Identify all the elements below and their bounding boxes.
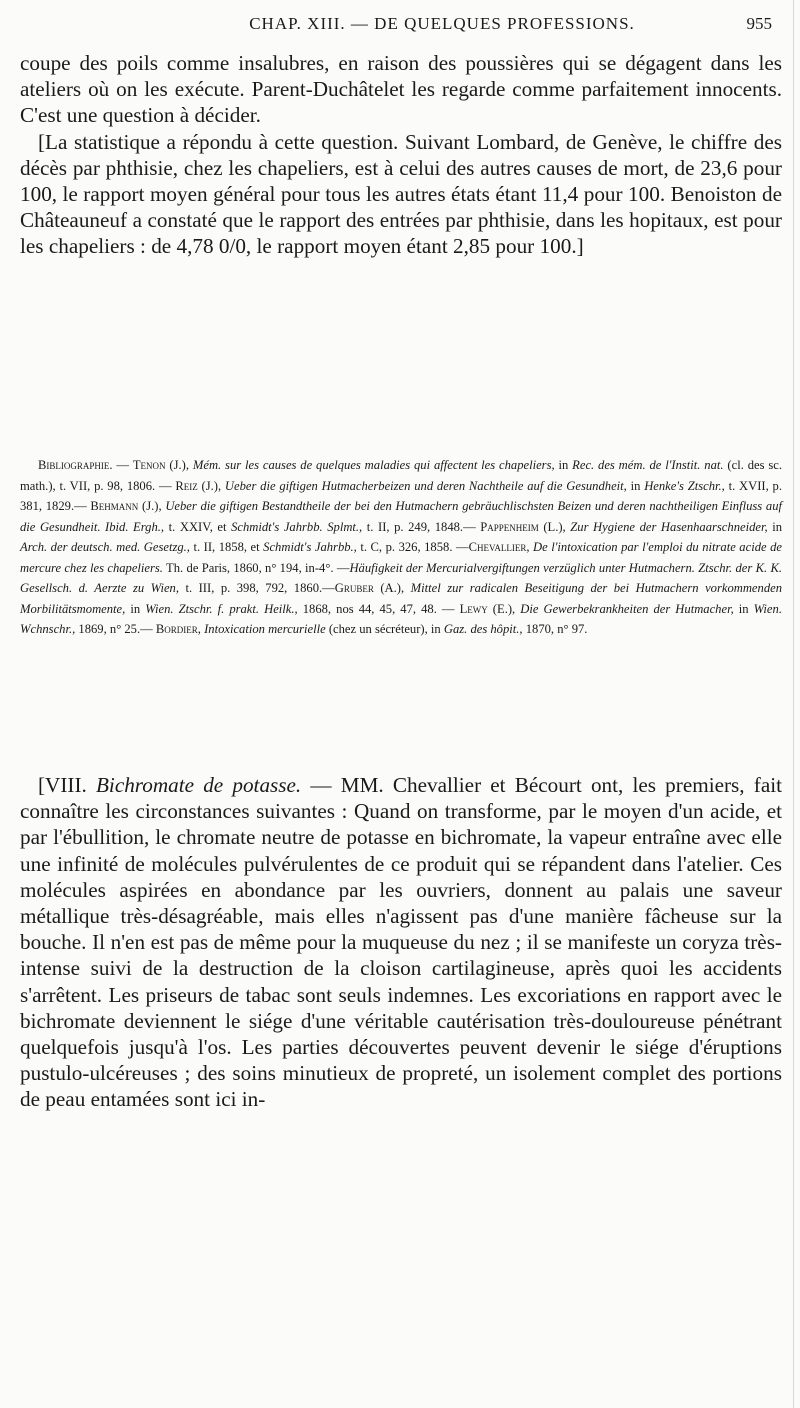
- section-bichromate: [20, 772, 782, 1113]
- author-name: Reiz: [175, 478, 198, 493]
- work-title: Schmidt's Jahrbb.,: [263, 540, 357, 554]
- biblio-text: 1869, n° 25.—: [75, 622, 156, 636]
- biblio-text: in: [626, 478, 645, 493]
- biblio-text: t. C, p. 326, 1858. —: [356, 540, 469, 554]
- running-head: CHAP. XIII. — DE QUELQUES PROFESSIONS.: [249, 14, 635, 33]
- biblio-text: ,: [197, 622, 205, 636]
- biblio-text: t. II, p. 249, 1848.—: [362, 519, 481, 534]
- work-title: Ueber die giftigen Bestandtheile der bei den Hutmachern gebräuchlischsten Beizen und deren nachtheiligen Einfluss auf die Gesundheit. Ibid. Ergh.,: [20, 499, 782, 534]
- author-name: Lewy: [459, 601, 488, 616]
- page-header: [112, 14, 772, 44]
- author-name: Behmann: [90, 499, 139, 513]
- bibliography-label: Bibliographie.: [38, 458, 113, 472]
- work-title: Arch. der deutsch. med. Gesetzg.,: [20, 540, 190, 554]
- biblio-text: ,: [526, 540, 533, 554]
- biblio-text: (J.),: [197, 478, 225, 493]
- biblio-text: t. XVII, p. 381, 1829.—: [20, 478, 783, 513]
- biblio-text: t. XXIV, et: [164, 519, 232, 534]
- work-title: Intoxication mercurielle: [204, 622, 326, 636]
- section-heading: Bichromate de potasse.: [95, 773, 302, 797]
- page-number: 955: [746, 14, 772, 33]
- work-title: Schmidt's Jahrbb. Splmt.,: [231, 519, 363, 534]
- author-name: Bordier: [155, 622, 198, 636]
- section-text: — MM. Chevallier et Bécourt ont, les premiers, fait connaître les circonstances suivantes : Quand on transforme, par le moyen d'un acide, et par l'ébullition, le chromate neutre de potasse en bichromate, la vapeur entraîne avec elle une infinité de molécules pulvérulentes de ce produit qui se répandent dans l'atelier. Ces molécules aspirées en abondance par les ouvriers, donnent au palais une saveur métallique très-désagréable, mais elles n'agissent pas d'une manière fâcheuse sur la bouche. Il n'en est pas de même pour la muqueuse du nez ; il se manifeste un coryza très-intense suivi de la destruction de la cloison cartilagineuse, après quoi les accidents s'arrêtent. Les priseurs de tabac sont seuls indemnes. Les excoriations en rapport avec le bichromate deviennent le siége d'une véritable cautérisation très-douloureuse pénétrant quelquefois jusqu'à l'os. Les parties découvertes peuvent devenir le siége d'éruptions pustulo-ulcéreuses ; des soins minutieux de propreté, un isolement complet des portions de peau entamées sont ici in-: [20, 773, 782, 1112]
- author-name: Pappenheim: [480, 519, 539, 534]
- biblio-text: (chez un sécréteur), in: [325, 622, 444, 636]
- work-title: Mém. sur les causes de quelques maladies qui affectent les chapeliers,: [192, 458, 555, 472]
- author-name: Tenon: [132, 458, 166, 472]
- work-title: Die Gewerbekrankheiten der Hutmacher,: [520, 601, 734, 616]
- work-title: Gaz. des hôpit.,: [443, 622, 523, 636]
- author-name: Gruber: [334, 581, 374, 595]
- biblio-text: in: [554, 458, 573, 472]
- author-name: Chevallier: [468, 540, 527, 554]
- work-title: Mittel zur radicalen Beseitigung der bei Hutmachern vorkommenden Morbilitätsmomente,: [20, 581, 782, 616]
- work-title: Wien. Wchnschr.,: [20, 601, 782, 636]
- biblio-text: (cl. des sc. math.), t. VII, p. 98, 1806. —: [20, 458, 782, 493]
- bibliography-paragraph: [20, 455, 782, 640]
- biblio-text: 1868, nos 44, 45, 47, 48. —: [297, 601, 460, 616]
- work-title: Häufigkeit der Mercurialvergiftungen verzüglich unter Hutmachern. Ztschr. der K. K. Gesellsch. d. Aerzte zu Wien,: [20, 560, 783, 595]
- work-title: De l'intoxication par l'emploi du nitrate acide de mercure chez les chapeliers.: [20, 540, 782, 575]
- section-number: [VIII.: [38, 773, 96, 797]
- biblio-text: Th. de Paris, 1860, n° 194, in-4°. —: [162, 560, 350, 575]
- biblio-text: (L.),: [538, 519, 571, 534]
- biblio-text: in: [767, 519, 782, 534]
- work-title: Zur Hygiene der Hasenhaarschneider,: [570, 519, 768, 534]
- biblio-text: in: [125, 601, 146, 616]
- biblio-text: t. II, 1858, et: [189, 540, 264, 554]
- paragraph-continuation: coupe des poils comme insalubres, en raison des poussières qui se dégagent dans les ateliers où on les exécute. Parent-Duchâtelet les regarde comme parfaitement innocents. C'est une question à décider.: [20, 51, 782, 128]
- biblio-text: (E.),: [487, 601, 521, 616]
- paragraph-statistics: [La statistique a répondu à cette question. Suivant Lombard, de Genève, le chiffre des décès par phthisie, chez les chapeliers, est à celui des autres causes de mort, de 23,6 pour 100, le rapport moyen général pour tous les autres états étant 11,4 pour 100. Benoiston de Châteauneuf a constaté que le rapport des entrées par phthisie, dans les hopitaux, est pour les chapeliers : de 4,78 0/0, le rapport moyen étant 2,85 pour 100.]: [20, 129, 782, 259]
- bibliography: [20, 455, 782, 640]
- main-text: [20, 50, 782, 260]
- biblio-text: 1870, n° 97.: [522, 622, 588, 636]
- work-title: Henke's Ztschr.,: [644, 478, 725, 493]
- biblio-text: t. III, p. 398, 792, 1860.—: [178, 581, 335, 595]
- work-title: Rec. des mém. de l'Instit. nat.: [572, 458, 724, 472]
- work-title: Ueber die giftigen Hutmacherbeizen und deren Nachtheile auf die Gesundheit,: [224, 478, 627, 493]
- work-title: Wien. Ztschr. f. prakt. Heilk.,: [145, 601, 298, 616]
- biblio-text: in: [733, 601, 754, 616]
- biblio-text: (A.),: [373, 581, 411, 595]
- biblio-text: (J.),: [138, 499, 166, 513]
- paragraph-bichromate: [20, 772, 782, 1113]
- biblio-text: (J.),: [165, 458, 193, 472]
- page-edge-line: [793, 0, 794, 1408]
- biblio-text: —: [112, 458, 133, 472]
